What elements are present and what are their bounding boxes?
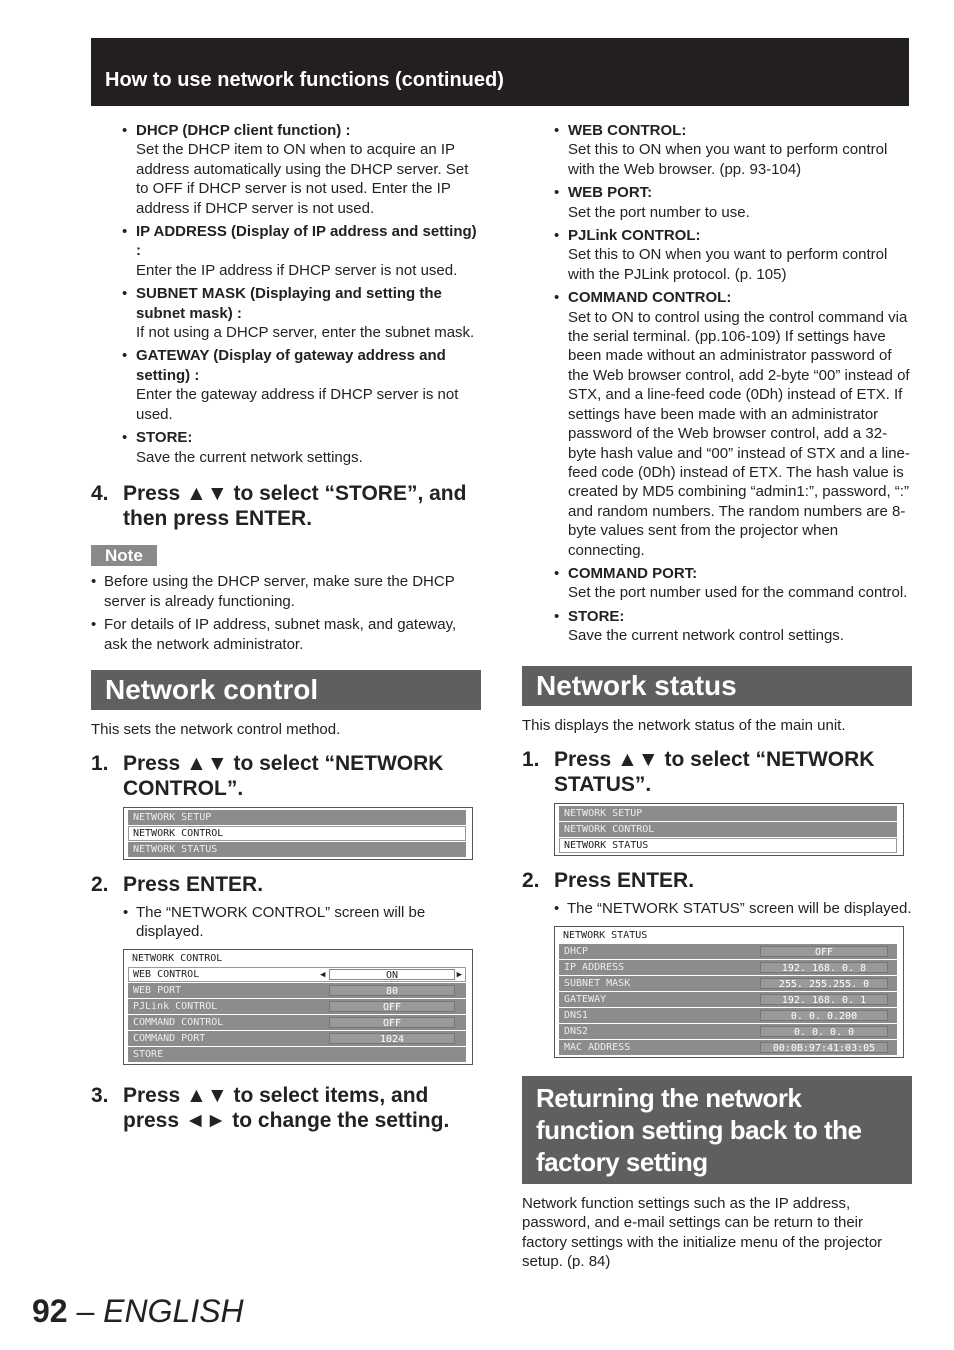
step-2: 2. Press ENTER. bbox=[91, 873, 264, 897]
step-3: 3. Press ▲▼ to select items, and press ◄► to change the setting. bbox=[91, 1084, 450, 1133]
page-header bbox=[91, 38, 909, 106]
network-setup-items bbox=[122, 121, 481, 467]
factory-reset-text: Network function settings such as the IP address, password, and e-mail settings can be return to their factory settings with the initialize menu of the projector setup. (p. 84) bbox=[522, 1194, 883, 1271]
osd-row-dns1: DNS1 0. 0. 0.200 bbox=[559, 1008, 897, 1023]
osd-title: NETWORK STATUS bbox=[563, 929, 648, 941]
list-item: • IP ADDRESS (Display of IP address and setting) : Enter the IP address if DHCP server is not used. bbox=[122, 222, 481, 280]
osd-row-dhcp: DHCP OFF bbox=[559, 944, 897, 959]
list-item: • WEB PORT: Set the port number to use. bbox=[554, 183, 912, 222]
list-item: • GATEWAY (Display of gateway address and setting) : Enter the gateway address if DHCP server is not used. bbox=[122, 346, 481, 424]
osd-network-menu bbox=[554, 803, 904, 856]
list-item: • For details of IP address, subnet mask, and gateway, ask the network administrator. bbox=[91, 615, 481, 654]
section-title-network-status: Network status bbox=[522, 666, 912, 706]
footer-dash: – bbox=[67, 1293, 104, 1329]
note-label: Note bbox=[91, 545, 157, 566]
osd-row-dns2: DNS2 0. 0. 0. 0 bbox=[559, 1024, 897, 1039]
page-number: 92 bbox=[32, 1293, 68, 1329]
list-item: • STORE: Save the current network settings. bbox=[122, 428, 481, 467]
header-title: How to use network functions (continued) bbox=[105, 69, 504, 91]
osd-title: NETWORK CONTROL bbox=[132, 953, 223, 965]
osd-row-web-port: WEB PORT 80 bbox=[128, 983, 466, 998]
osd-row-gateway: GATEWAY 192. 168. 0. 1 bbox=[559, 992, 897, 1007]
list-item: • WEB CONTROL: Set this to ON when you want to perform control with the Web browser. (pp. 93-104) bbox=[554, 121, 912, 179]
step-4: 4. Press ▲▼ to select “STORE”, and then press ENTER. bbox=[91, 481, 467, 530]
list-item: • Before using the DHCP server, make sure the DHCP server is already functioning. bbox=[91, 572, 481, 611]
list-item: • STORE: Save the current network control settings. bbox=[554, 607, 912, 646]
section-intro: This sets the network control method. bbox=[91, 720, 341, 738]
arrow-left-icon: ◀ bbox=[320, 970, 326, 981]
osd-row-web-control: WEB CONTROL ◀ ON ▶ bbox=[128, 967, 466, 982]
section-intro: This displays the network status of the main unit. bbox=[522, 716, 846, 734]
list-item: • COMMAND PORT: Set the port number used for the command control. bbox=[554, 564, 912, 603]
menu-item-network-status: NETWORK STATUS bbox=[559, 838, 897, 853]
osd-row-mac-address: MAC ADDRESS 00:0B:97:41:03:05 bbox=[559, 1040, 897, 1055]
arrow-right-icon: ▶ bbox=[456, 970, 462, 981]
list-item: • PJLink CONTROL: Set this to ON when you want to perform control with the PJLink protocol. (p. 105) bbox=[554, 226, 912, 284]
menu-item-network-status: NETWORK STATUS bbox=[128, 842, 466, 857]
step-2: 2. Press ENTER. bbox=[522, 868, 695, 892]
network-control-items bbox=[554, 121, 912, 646]
list-item: • COMMAND CONTROL: Set to ON to control using the control command via the serial terminal. (pp.106-109) If settings have been made without an administrator password of the Web browser control, add 2-byte “00” instead of STX, and a line-feed code (0Dh) instead of ETX. If settings have been made with an administrator password of the Web browser control, add a 32-byte hash value and “00” instead of STX and a line-feed code (0Dh) instead of ETX. The hash value is created by MD5 combining “admin1:”, password, “:” and random numbers. The random numbers are 8-byte values sent from the projector when connecting. bbox=[554, 288, 912, 560]
osd-row-ip-address: IP ADDRESS 192. 168. 0. 8 bbox=[559, 960, 897, 975]
left-column bbox=[91, 121, 481, 1139]
page-footer bbox=[32, 1293, 244, 1330]
osd-row-command-port: COMMAND PORT 1024 bbox=[128, 1031, 466, 1046]
osd-network-control bbox=[123, 949, 473, 1065]
osd-row-command-control: COMMAND CONTROL OFF bbox=[128, 1015, 466, 1030]
section-title-network-control: Network control bbox=[91, 670, 481, 710]
menu-item-network-setup: NETWORK SETUP bbox=[128, 810, 466, 825]
step-1: 1. Press ▲▼ to select “NETWORK STATUS”. bbox=[522, 747, 875, 796]
step-1: 1. Press ▲▼ to select “NETWORK CONTROL”. bbox=[91, 752, 444, 801]
menu-item-network-control: NETWORK CONTROL bbox=[128, 826, 466, 841]
list-item: • DHCP (DHCP client function) : Set the DHCP item to ON when to acquire an IP address automatically using the DHCP server. Set to OFF if DHCP server is not used. Enter the IP address if DHCP server is not used. bbox=[122, 121, 481, 218]
right-column bbox=[522, 121, 912, 1276]
list-item: • SUBNET MASK (Displaying and setting the subnet mask) : If not using a DHCP server, enter the subnet mask. bbox=[122, 284, 481, 342]
menu-item-network-setup: NETWORK SETUP bbox=[559, 806, 897, 821]
osd-row-store: STORE bbox=[128, 1047, 466, 1062]
osd-network-menu bbox=[123, 807, 473, 860]
section-title-factory-reset: Returning the network function setting back to the factory setting bbox=[522, 1076, 912, 1184]
step-2-note: • The “NETWORK STATUS” screen will be displayed. bbox=[522, 899, 912, 918]
menu-item-network-control: NETWORK CONTROL bbox=[559, 822, 897, 837]
note-list bbox=[91, 572, 481, 654]
osd-row-pjlink-control: PJLink CONTROL OFF bbox=[128, 999, 466, 1014]
osd-row-subnet-mask: SUBNET MASK 255. 255.255. 0 bbox=[559, 976, 897, 991]
footer-language: ENGLISH bbox=[103, 1293, 244, 1329]
step-2-note: • The “NETWORK CONTROL” screen will be displayed. bbox=[91, 903, 481, 941]
osd-network-status bbox=[554, 926, 904, 1058]
